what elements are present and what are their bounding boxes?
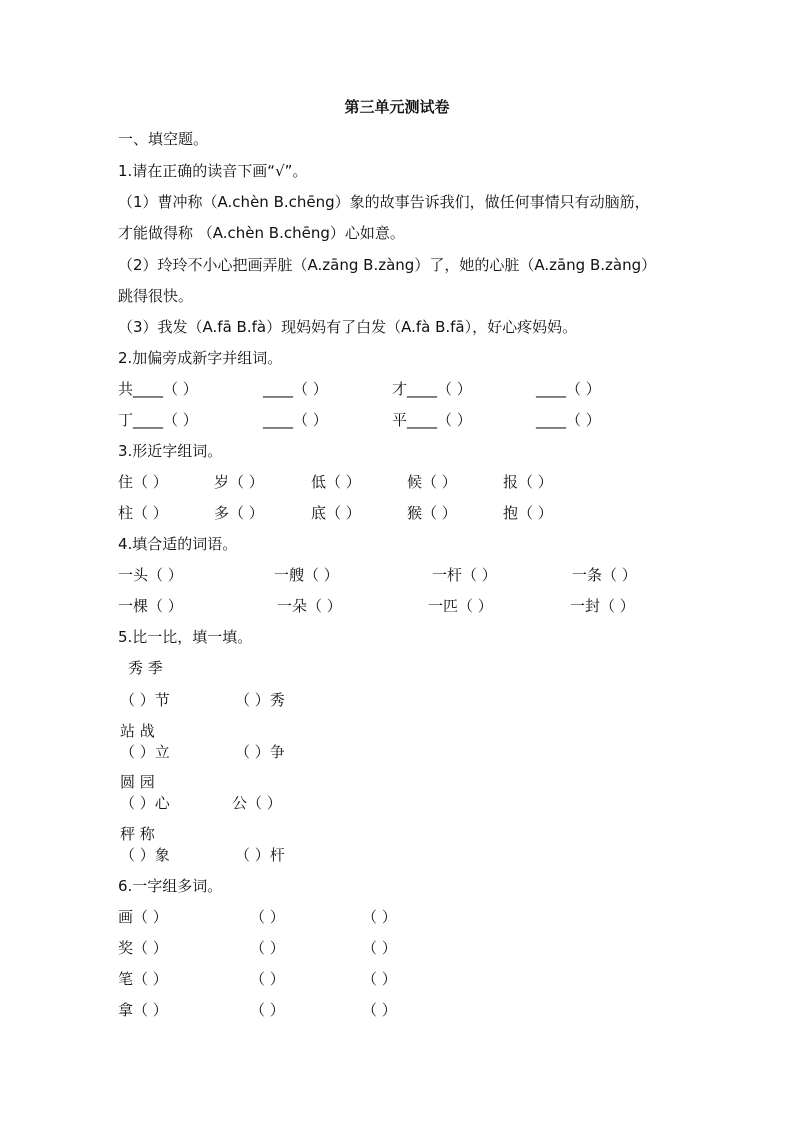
q6-item: （ ） (362, 939, 397, 957)
q5-pair-3-chars: 圆 园 (120, 773, 155, 791)
question-6-heading: 6.一字组多词。 (118, 877, 223, 895)
q2-item: ____（ ） (536, 411, 601, 429)
q3-item: 抱（ ） (503, 504, 553, 522)
q3-item: 多（ ） (214, 504, 264, 522)
question-2-heading: 2.加偏旁成新字并组词。 (118, 349, 283, 367)
q3-item: 候（ ） (407, 473, 457, 491)
q2-item: ____（ ） (263, 380, 328, 398)
q1-line-1: （1）曹冲称（A.chèn B.chēng）象的故事告诉我们，做任何事情只有动脑筋， (118, 193, 650, 211)
q5-pair-4-blank-2: （ ）杆 (235, 846, 285, 864)
question-3-heading: 3.形近字组词。 (118, 442, 223, 460)
q6-item: （ ） (250, 1001, 285, 1019)
q6-item: 奖（ ） (118, 939, 168, 957)
q3-item: 底（ ） (311, 504, 361, 522)
q2-item: 平____（ ） (392, 411, 472, 429)
q6-item: （ ） (250, 970, 285, 988)
q1-line-2: 才能做得称 （A.chèn B.chēng）心如意。 (118, 224, 405, 242)
q1-line-3: （2）玲玲不小心把画弄脏（A.zāng B.zàng）了，她的心脏（A.zāng B.zàng） (118, 256, 657, 274)
q4-item: 一棵（ ） (118, 597, 183, 615)
q5-pair-3-blank-2: 公（ ） (232, 794, 282, 812)
q6-item: （ ） (362, 1001, 397, 1019)
q3-item: 低（ ） (311, 473, 361, 491)
q5-pair-4-blank-1: （ ）象 (120, 846, 170, 864)
q4-item: 一艘（ ） (274, 566, 339, 584)
q2-item: ____（ ） (536, 380, 601, 398)
page-title: 第三单元测试卷 (344, 98, 450, 116)
q3-item: 住（ ） (118, 473, 168, 491)
q6-item: （ ） (362, 908, 397, 926)
q5-pair-2-blank-2: （ ）争 (235, 743, 285, 761)
q5-pair-1-blank-1: （ ）节 (120, 691, 170, 709)
q6-item: 笔（ ） (118, 970, 168, 988)
q6-item: （ ） (250, 939, 285, 957)
q5-pair-2-blank-1: （ ）立 (120, 743, 170, 761)
q2-item: 共____（ ） (118, 380, 198, 398)
q3-item: 报（ ） (503, 473, 553, 491)
question-4-heading: 4.填合适的词语。 (118, 535, 238, 553)
section-heading: 一、填空题。 (118, 130, 209, 148)
question-5-heading: 5.比一比，填一填。 (118, 628, 253, 646)
q6-item: 画（ ） (118, 908, 168, 926)
q4-item: 一头（ ） (118, 566, 183, 584)
q5-pair-4-chars: 秤 称 (120, 825, 155, 843)
q3-item: 岁（ ） (214, 473, 264, 491)
q5-pair-2-chars: 站 战 (120, 722, 155, 740)
q6-item: （ ） (362, 970, 397, 988)
q5-pair-3-blank-1: （ ）心 (120, 794, 170, 812)
q2-item: ____（ ） (263, 411, 328, 429)
q2-item: 才____（ ） (392, 380, 472, 398)
q5-pair-1-blank-2: （ ）秀 (235, 691, 285, 709)
q4-item: 一杆（ ） (432, 566, 497, 584)
q5-pair-1-chars: 秀 季 (128, 659, 163, 677)
q1-line-4: 跳得很快。 (118, 287, 194, 305)
q2-item: 丁____（ ） (118, 411, 198, 429)
q4-item: 一条（ ） (572, 566, 637, 584)
q6-item: 拿（ ） (118, 1001, 168, 1019)
q4-item: 一匹（ ） (428, 597, 493, 615)
q4-item: 一朵（ ） (277, 597, 342, 615)
question-1-heading: 1.请在正确的读音下画“√”。 (118, 162, 308, 180)
q3-item: 柱（ ） (118, 504, 168, 522)
q1-line-5: （3）我发（A.fā B.fà）现妈妈有了白发（A.fà B.fā），好心疼妈妈。 (118, 318, 578, 336)
q4-item: 一封（ ） (570, 597, 635, 615)
q6-item: （ ） (250, 908, 285, 926)
q3-item: 猴（ ） (407, 504, 457, 522)
